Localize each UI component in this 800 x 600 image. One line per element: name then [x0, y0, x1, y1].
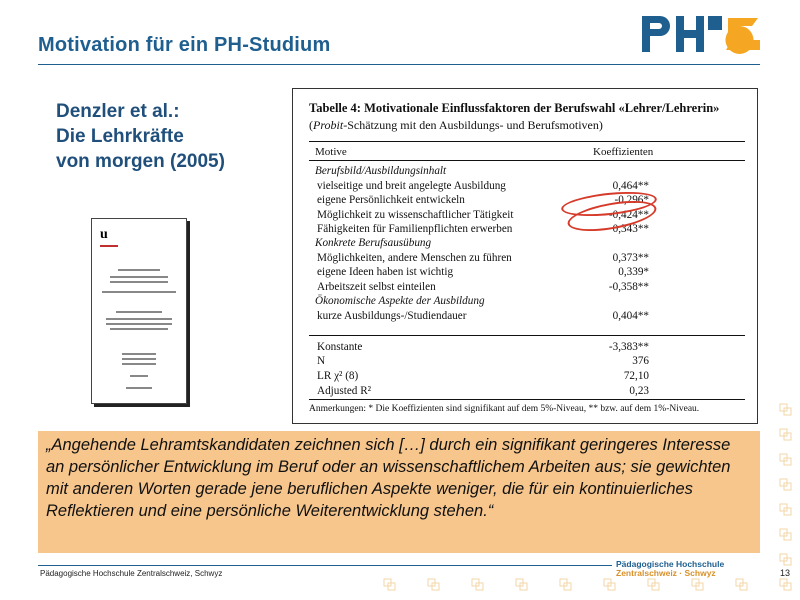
column-header-coefficients: Koeffizienten: [593, 146, 654, 158]
book-cover-thumbnail: [91, 218, 187, 404]
table-cell-value: -0,358**: [608, 281, 649, 293]
table-caption: Tabelle 4: Motivationale Einflussfaktoren der Berufswahl «Lehrer/Lehrerin»: [309, 101, 720, 115]
book-text-line: [110, 328, 168, 330]
table-rule-header: [309, 160, 745, 161]
table-cell-label: Ökonomische Aspekte der Ausbildung: [315, 295, 485, 307]
table-cell-value: 0,343**: [612, 223, 649, 235]
table-row: [293, 223, 757, 238]
table-cell-label: LR χ² (8): [317, 370, 359, 382]
book-logo-bar: [100, 245, 118, 247]
table-cell-label: Möglichkeit zu wissenschaftlicher Tätigkeit: [317, 209, 514, 221]
book-text-line: [106, 318, 172, 320]
table-cell-label: kurze Ausbildungs-/Studiendauer: [317, 310, 467, 322]
column-header-motive: Motive: [315, 146, 347, 158]
table-row: [293, 341, 757, 356]
table-rule-top: [309, 141, 745, 142]
table-cell-value: 72,10: [623, 370, 649, 382]
footer-institution: Pädagogische Hochschule Zentralschweiz, Schwyz: [40, 569, 223, 578]
footer-brand: [616, 560, 724, 578]
table-cell-label: N: [317, 355, 326, 367]
table-row: [293, 385, 757, 400]
table-row: [293, 180, 757, 195]
table-cell-label: Adjusted R²: [317, 385, 372, 397]
table-cell-label: eigene Persönlichkeit entwickeln: [317, 194, 465, 206]
citation-title-cont: von morgen (2005): [56, 151, 225, 172]
table-cell-label: Fähigkeiten für Familienpflichten erwerben: [317, 223, 513, 235]
table-row: [293, 209, 757, 224]
page-number: 13: [780, 568, 791, 578]
phz-logo: [636, 10, 766, 58]
book-text-line: [106, 323, 172, 325]
table-cell-value: -0,296*: [614, 194, 649, 206]
table-cell-label: vielseitige und breit angelegte Ausbildung: [317, 180, 506, 192]
book-text-line: [118, 269, 160, 271]
footer-divider: [38, 565, 612, 566]
book-text-line: [130, 375, 148, 377]
table-cell-label: Möglichkeiten, andere Menschen zu führen: [317, 252, 512, 264]
table-cell-value: 0,23: [629, 385, 649, 397]
book-logo: u: [100, 227, 108, 242]
table-row: [293, 281, 757, 296]
quote-text: „Angehende Lehramtskandidaten zeichnen sich […] durch ein signifikant geringeres Interesse an persönlicher Entwicklung im Beruf oder an wissenschaftlichem Arbeiten aus; sie gewichten mit anderen Worten gerade jene beruflichen Aspekte weniger, die für ein kontinuierliches Reflektieren und eine persönliche Weiterentwicklung stehen.“: [46, 436, 731, 520]
table-row: [293, 310, 757, 325]
table-row: [293, 194, 757, 209]
table-rule-constant: [309, 335, 745, 336]
quote-box: [38, 431, 760, 553]
book-text-line: [122, 363, 156, 365]
citation-title: Die Lehrkräfte: [56, 126, 184, 147]
table-row: [293, 355, 757, 370]
table-cell-label: eigene Ideen haben ist wichtig: [317, 266, 454, 278]
slide-title: Motivation für ein PH-Studium: [38, 34, 331, 56]
table-cell-value: -0,424**: [608, 209, 649, 221]
table-cell-value: -3,383**: [608, 341, 649, 353]
book-text-line: [110, 281, 168, 283]
book-text-line: [122, 353, 156, 355]
book-text-line: [122, 358, 156, 360]
table-cell-label: Arbeitszeit selbst einteilen: [317, 281, 436, 293]
table-cell-label: Berufsbild/Ausbildungsinhalt: [315, 165, 447, 177]
table-cell-value: 0,404**: [612, 310, 649, 322]
table-cell-label: Konstante: [317, 341, 363, 353]
citation-authors: Denzler et al.:: [56, 101, 180, 122]
table-row: [293, 370, 757, 385]
book-text-line: [116, 311, 162, 313]
table-cell-value: 0,373**: [612, 252, 649, 264]
table-section-header: [293, 295, 757, 310]
book-text-line: [110, 276, 168, 278]
citation: [56, 99, 225, 174]
table-subcaption-italic: Probit: [313, 118, 344, 132]
table-subcaption: (Probit-Schätzung mit den Ausbildungs- und Berufsmotiven): [309, 118, 603, 132]
book-text-line: [126, 387, 152, 389]
book-text-line: [102, 291, 176, 293]
table-note: Anmerkungen: * Die Koeffizienten sind signifikant auf dem 5%-Niveau, ** bzw. auf dem 1%-Niveau.: [309, 404, 700, 414]
table-section-header: [293, 165, 757, 180]
table-rule-bottom: [309, 399, 745, 400]
table-section-header: [293, 237, 757, 252]
footer-brand-line2: Zentralschweiz · Schwyz: [616, 568, 716, 578]
table-cell-value: 0,339*: [618, 266, 649, 278]
table-row: [293, 252, 757, 267]
table-cell-value: 376: [632, 355, 649, 367]
footer-brand-line1: Pädagogische Hochschule: [616, 559, 725, 569]
coefficient-table: [292, 88, 758, 424]
table-cell-value: 0,464**: [612, 180, 649, 192]
table-cell-label: Konkrete Berufsausübung: [315, 237, 432, 249]
title-divider: [38, 64, 760, 65]
table-row: [293, 266, 757, 281]
